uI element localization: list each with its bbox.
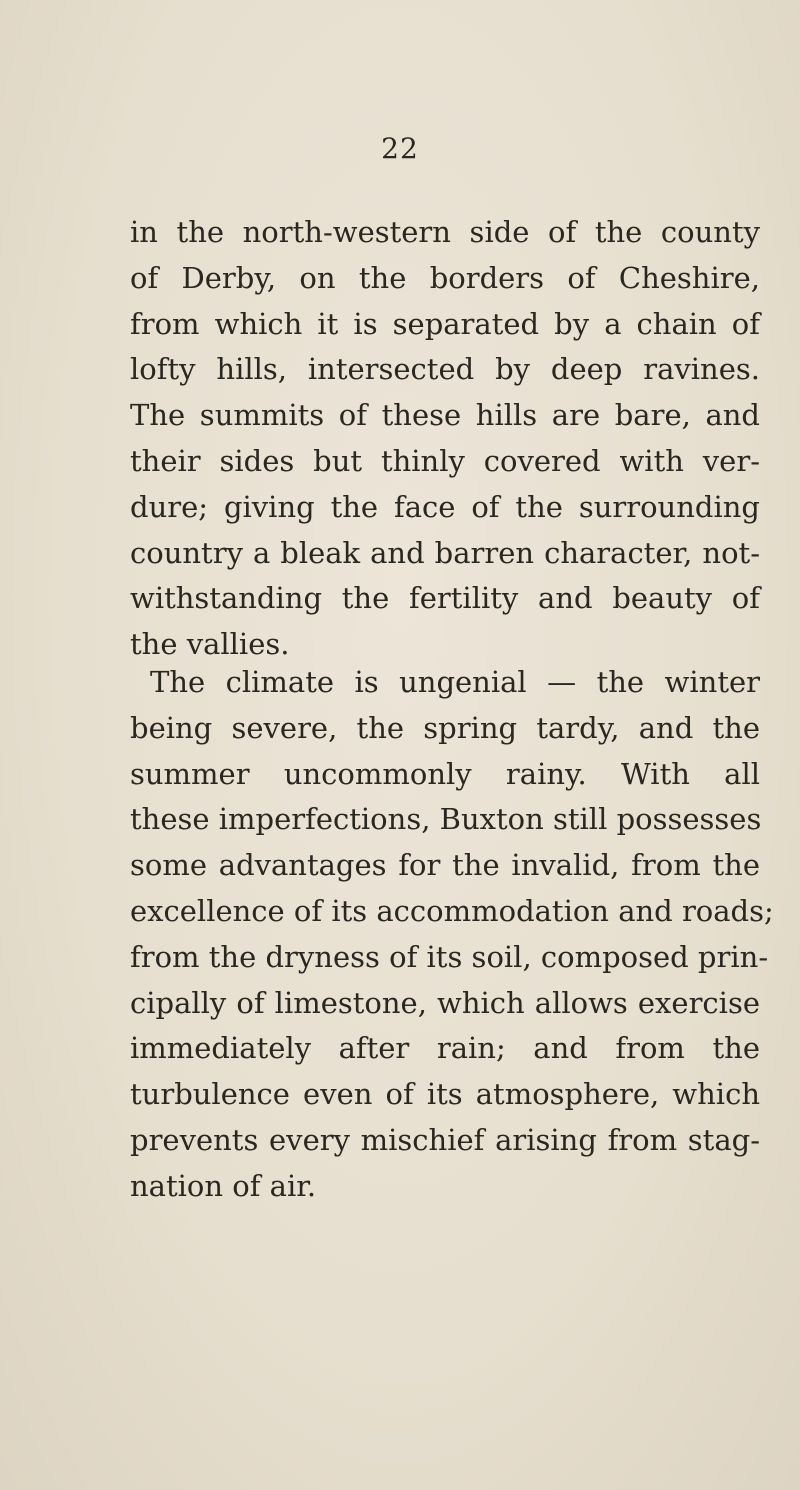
text-line: their sides but thinly covered with ver- (130, 443, 760, 478)
text-line: in the north-western side of the county (130, 215, 760, 249)
text-line: these imperfections, Buxton still possesses (130, 802, 762, 837)
paragraph-2 (130, 660, 774, 1210)
text-line: being severe, the spring tardy, and the (130, 710, 760, 745)
text-line: some advantages for the invalid, from the (130, 848, 760, 883)
page-number: 22 (381, 132, 419, 165)
text-line: turbulence even of its atmosphere, which (130, 1077, 760, 1112)
text-line: nation of air. (130, 1168, 317, 1203)
text-line: summer uncommonly rainy. With all (130, 756, 760, 791)
text-line: country a bleak and barren character, not- (130, 535, 760, 570)
text-line: The summits of these hills are bare, and (130, 398, 760, 433)
text-line: The climate is ungenial — the winter (150, 665, 760, 699)
text-line: prevents every mischief arising from stag- (130, 1122, 760, 1157)
text-line: from which it is separated by a chain of (130, 306, 760, 341)
text-line: immediately after rain; and from the (130, 1031, 760, 1066)
text-line: excellence of its accommodation and roads; (130, 893, 774, 928)
text-line: the vallies. (130, 627, 290, 662)
text-line: cipally of limestone, which allows exercise (130, 985, 760, 1020)
text-line: of Derby, on the borders of Cheshire, (130, 260, 760, 295)
text-line: lofty hills, intersected by deep ravines. (130, 352, 760, 387)
text-line: from the dryness of its soil, composed prin- (130, 939, 769, 974)
text-line: dure; giving the face of the surrounding (130, 489, 760, 524)
paragraph-1 (130, 210, 760, 668)
text-line: withstanding the fertility and beauty of (130, 581, 760, 616)
